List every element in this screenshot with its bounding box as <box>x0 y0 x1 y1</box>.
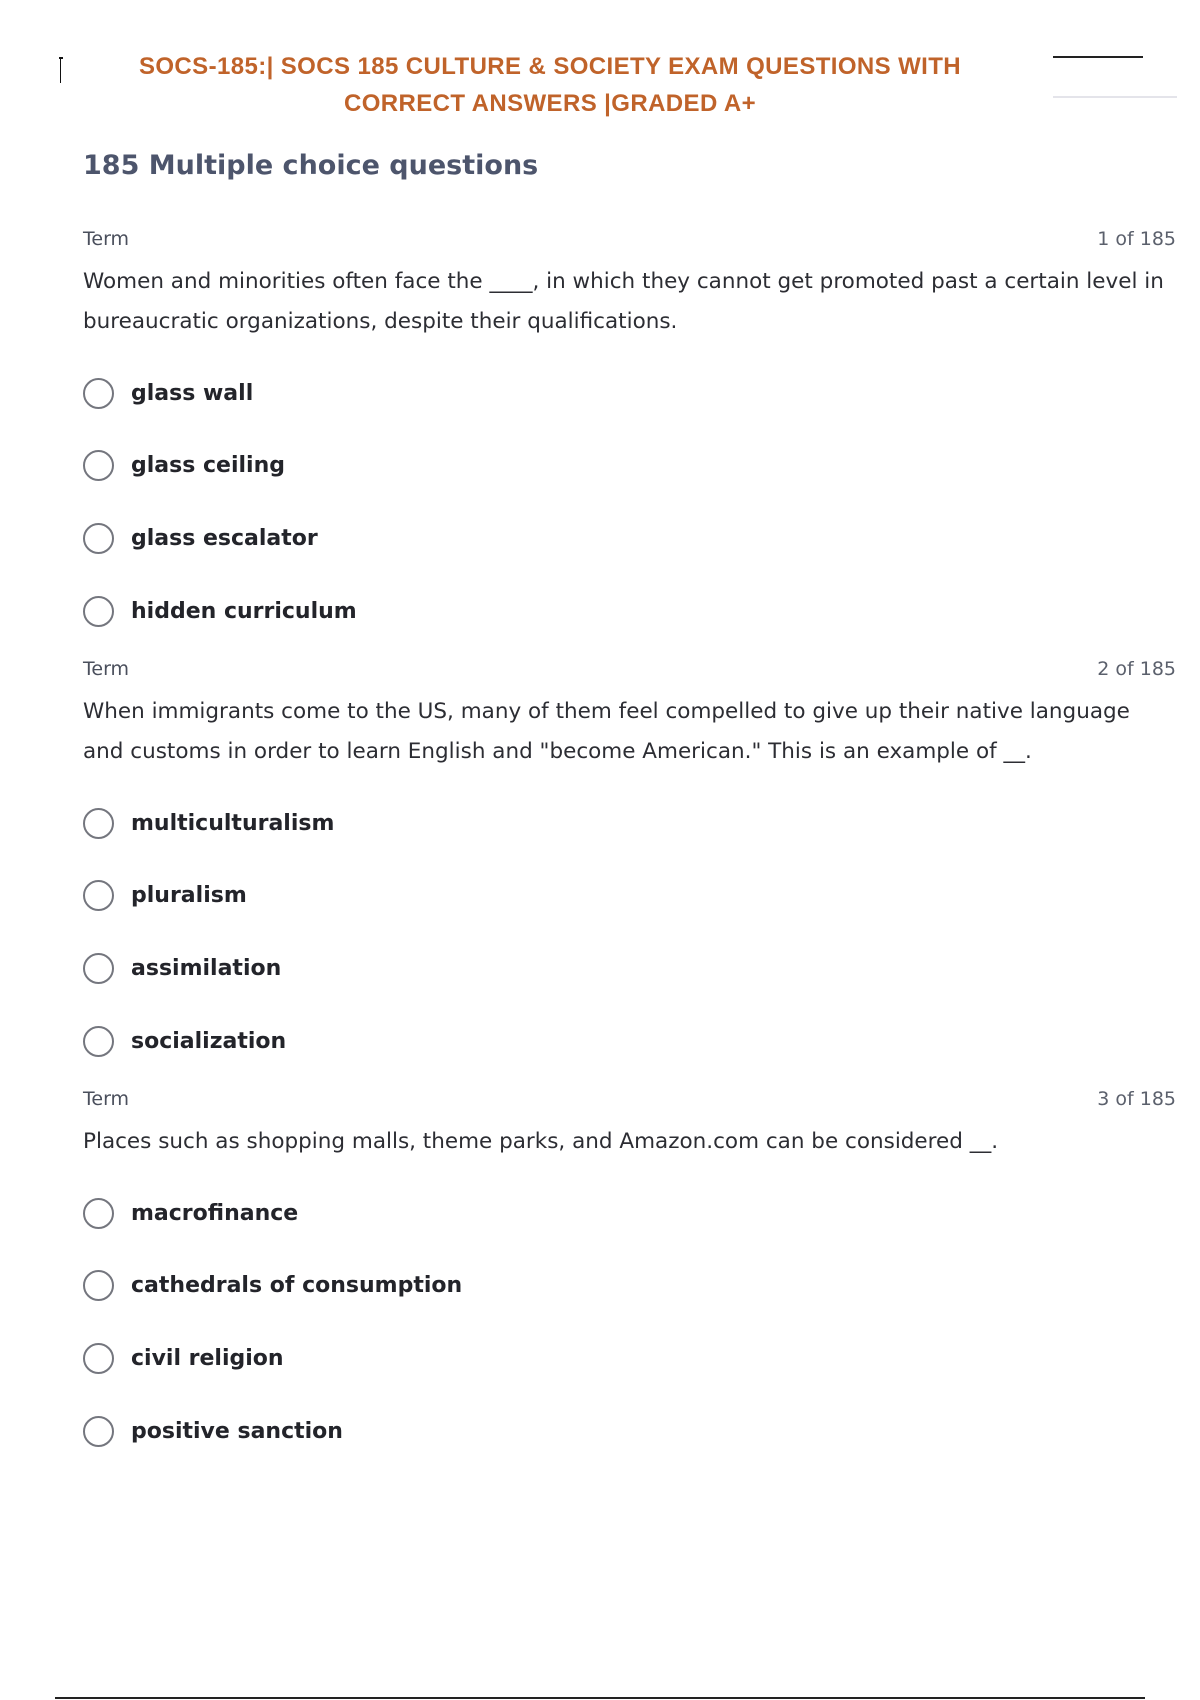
answer-option-label: positive sanction <box>131 1418 343 1444</box>
header-rule <box>1053 56 1143 58</box>
question-counter: 2 of 185 <box>1097 658 1176 680</box>
radio-button-icon[interactable] <box>83 953 114 984</box>
answer-option-civil-religion[interactable] <box>83 1322 1176 1395</box>
answer-option-multiculturalism[interactable] <box>83 787 1176 860</box>
answer-option-macrofinance[interactable] <box>83 1177 1176 1250</box>
answer-option-glass-escalator[interactable] <box>83 502 1176 575</box>
answer-option-glass-wall[interactable] <box>83 357 1176 430</box>
answer-option-socialization[interactable] <box>83 1005 1176 1078</box>
question-counter: 3 of 185 <box>1097 1088 1176 1110</box>
answer-option-label: hidden curriculum <box>131 598 357 624</box>
page-title-line-1: SOCS-185:| SOCS 185 CULTURE & SOCIETY EXAM QUESTIONS WITH <box>138 53 962 80</box>
answer-option-pluralism[interactable] <box>83 860 1176 933</box>
left-margin-mark <box>60 57 61 83</box>
radio-button-icon[interactable] <box>83 880 114 911</box>
question-card-1 <box>83 226 1176 647</box>
term-row <box>83 656 1176 686</box>
answer-option-label: cathedrals of consumption <box>131 1273 463 1299</box>
answer-option-label: assimilation <box>131 955 282 981</box>
radio-button-icon[interactable] <box>83 596 114 627</box>
answer-option-label: glass escalator <box>131 525 318 551</box>
radio-button-icon[interactable] <box>83 378 114 409</box>
question-card-2 <box>83 656 1176 1077</box>
term-row <box>83 226 1176 256</box>
answer-option-hidden-curriculum[interactable] <box>83 575 1176 648</box>
answer-option-positive-sanction[interactable] <box>83 1395 1176 1468</box>
radio-button-icon[interactable] <box>83 1416 114 1447</box>
answer-options <box>83 1177 1176 1467</box>
answer-options <box>83 357 1176 647</box>
radio-button-icon[interactable] <box>83 523 114 554</box>
radio-button-icon[interactable] <box>83 450 114 481</box>
page-title <box>80 48 1020 122</box>
radio-button-icon[interactable] <box>83 1198 114 1229</box>
answer-option-label: pluralism <box>131 883 247 909</box>
answer-option-label: glass ceiling <box>131 453 285 479</box>
section-heading: 185 Multiple choice questions <box>83 150 539 181</box>
answer-option-assimilation[interactable] <box>83 932 1176 1005</box>
header-rule-light <box>1053 96 1177 98</box>
question-text: Places such as shopping malls, theme parks, and Amazon.com can be considered __. <box>83 1129 999 1154</box>
term-label: Term <box>83 228 130 250</box>
question-card-3 <box>83 1086 1176 1467</box>
page-title-line-2: CORRECT ANSWERS |GRADED A+ <box>343 90 757 117</box>
answer-option-cathedrals-of-consumption[interactable] <box>83 1250 1176 1323</box>
term-row <box>83 1086 1176 1116</box>
radio-button-icon[interactable] <box>83 1026 114 1057</box>
footer-rule <box>55 1697 1145 1699</box>
question-text: Women and minorities often face the ____, in which they cannot get promoted past a certain level in bureaucratic organizations, despite their qualifications. <box>83 269 1164 334</box>
term-label: Term <box>83 1088 130 1110</box>
answer-option-label: civil religion <box>131 1345 284 1371</box>
answer-option-glass-ceiling[interactable] <box>83 430 1176 503</box>
question-counter: 1 of 185 <box>1097 228 1176 250</box>
term-label: Term <box>83 658 130 680</box>
radio-button-icon[interactable] <box>83 1270 114 1301</box>
answer-option-label: socialization <box>131 1028 287 1054</box>
answer-option-label: multiculturalism <box>131 810 335 836</box>
question-text: When immigrants come to the US, many of them feel compelled to give up their native language and customs in order to learn English and "become American." This is an example of __. <box>83 699 1130 764</box>
radio-button-icon[interactable] <box>83 1343 114 1374</box>
answer-options <box>83 787 1176 1077</box>
answer-option-label: glass wall <box>131 380 254 406</box>
radio-button-icon[interactable] <box>83 808 114 839</box>
answer-option-label: macrofinance <box>131 1200 299 1226</box>
